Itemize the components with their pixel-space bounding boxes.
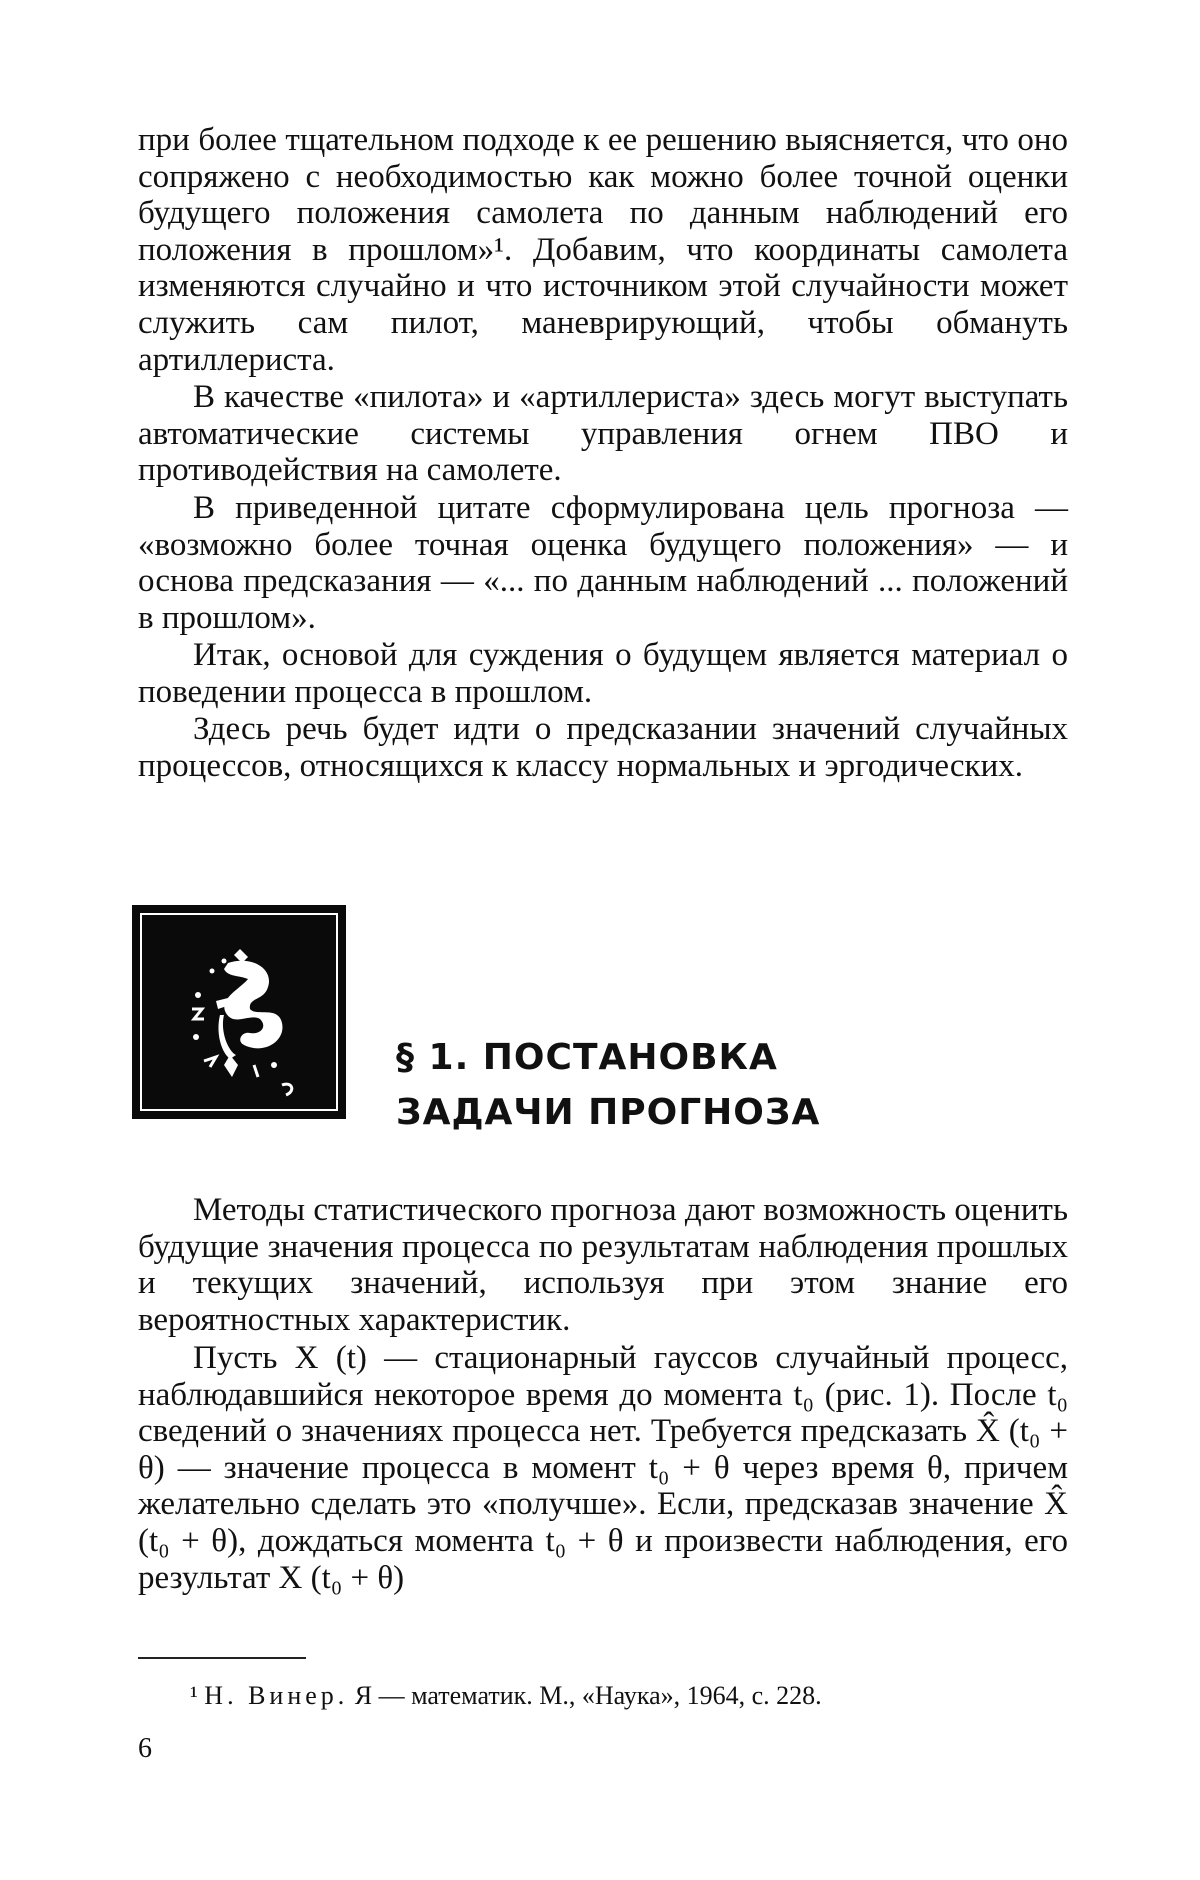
footnote — [190, 1681, 1070, 1711]
footnote-text: Я — математик. М., «Наука», 1964, с. 228. — [354, 1681, 822, 1710]
page-number: 6 — [138, 1733, 152, 1764]
section-heading-line1: § 1. ПОСТАНОВКА — [396, 1037, 778, 1078]
paragraph-quote-goal: В приведенной цитате сформулирована цель прогноза — «возможно более точная оценка будущего положения» — и основа предсказания — «... по данным наблюдений ... положений в прошлом». — [138, 490, 1068, 636]
section-heading-line2: ЗАДАЧИ ПРОГНОЗА — [396, 1092, 821, 1133]
paragraph-methods: Методы статистического прогноза дают возможность оценить будущие значения процесса по результатам наблюдения прошлых и текущих значений, используя при этом знание его вероятностных характеристик. — [138, 1192, 1068, 1338]
footnote-mark: ¹ — [190, 1681, 198, 1710]
footnote-rule — [138, 1657, 306, 1659]
paragraph-basis: Итак, основой для суждения о будущем является материал о поведении процесса в прошлом. — [138, 637, 1068, 710]
paragraph-continued: при более тщательном подходе к ее решению выясняется, что оно сопряжено с необходимостью как можно более точной оценки будущего положения самолета по данным наблюдений его положения в прошлом»¹. Добавим, что координаты самолета изменяются случайно и что источником этой случайности может служить сам пилот, маневрирующий, чтобы обмануть артиллериста. — [138, 122, 1068, 378]
paragraph-process-definition: Пусть X (t) — стационарный гауссов случайный процесс, наблюдавшийся некоторое время до момента t₀ (рис. 1). После t₀ сведений о значениях процесса нет. Требуется предсказать X̂ (t₀ + θ) — значение процесса в момент t₀ + θ через время θ, причем желательно сделать это «получше». Если, предсказав значение X̂ (t₀ + θ), дождаться момента t₀ + θ и произвести наблюдения, его результат X (t₀ + θ) — [138, 1340, 1068, 1596]
section-emblem-icon — [132, 905, 346, 1119]
footnote-author: Н. Винер. — [204, 1681, 349, 1710]
section-heading — [396, 1030, 820, 1140]
paragraph-scope: Здесь речь будет идти о предсказании значений случайных процессов, относящихся к классу нормальных и эргодических. — [138, 711, 1068, 784]
paragraph-pilot-artillery: В качестве «пилота» и «артиллериста» здесь могут выступать автоматические системы управления огнем ПВО и противодействия на самолете. — [138, 379, 1068, 489]
